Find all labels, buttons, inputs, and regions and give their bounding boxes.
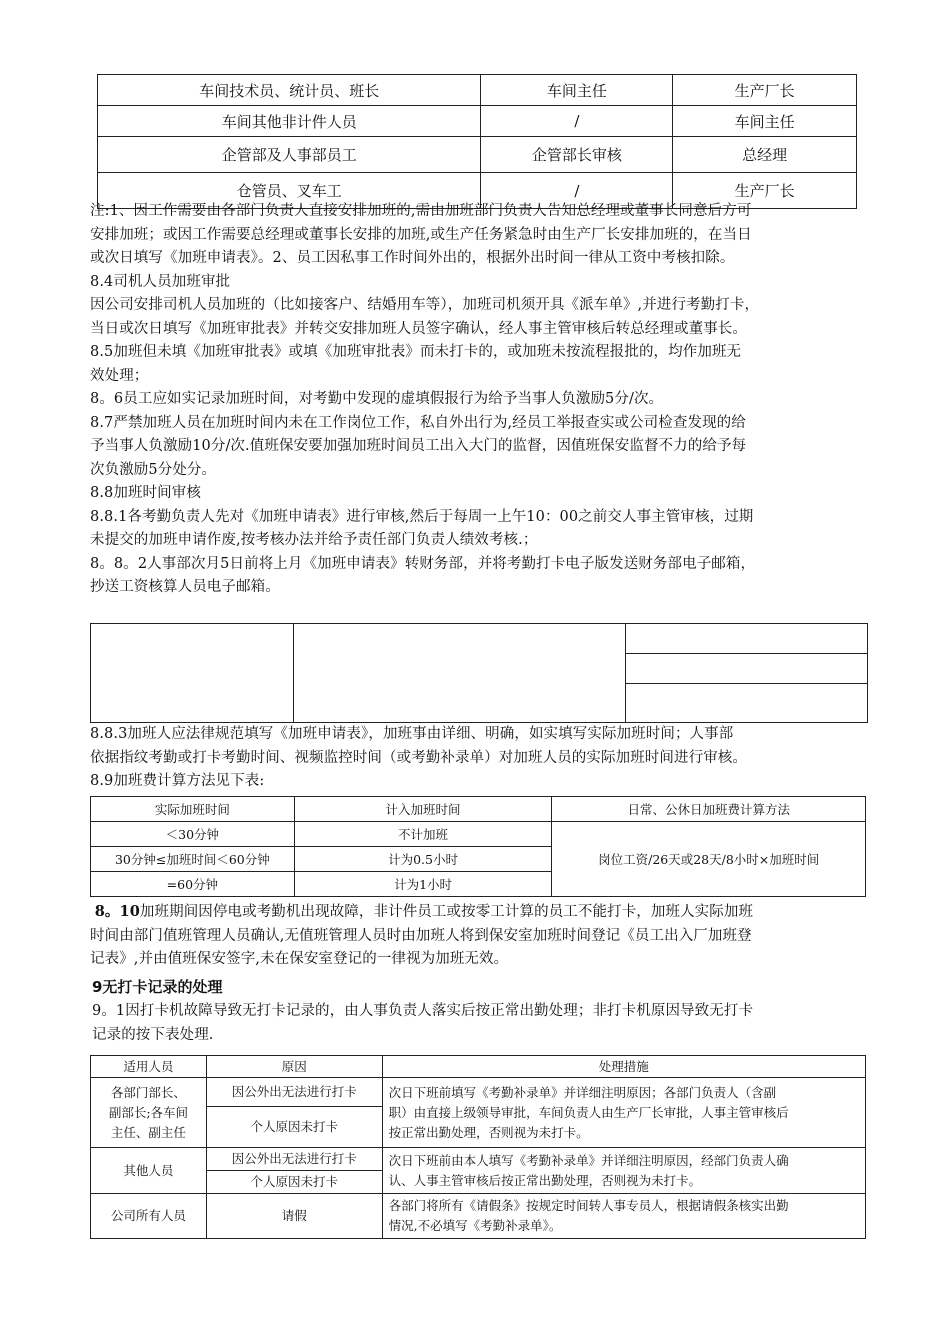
- reason-cell: 因公外出无法进行打卡: [206, 1148, 382, 1171]
- text-line: 安排加班；或因工作需要总经理或董事长安排的加班,或生产任务紧急时由生产厂长安排加班的，在当日: [90, 226, 752, 243]
- table-cell: /: [481, 173, 673, 209]
- text-line: 记录的按下表处理.: [92, 1026, 214, 1043]
- table-cell: 生产厂长: [673, 75, 857, 106]
- table-cell: 车间主任: [673, 106, 857, 137]
- reason-cell: 因公外出无法进行打卡: [206, 1078, 382, 1107]
- section-title-8-4: 8.4司机人员加班审批: [90, 273, 231, 290]
- cell-line: 认、人事主管审核后按正常出勤处理，否则视为未打卡。: [388, 1172, 702, 1188]
- column-header: 原因: [206, 1056, 382, 1078]
- column-header: 处理措施: [382, 1056, 865, 1078]
- text-line: 未提交的加班申请作废,按考核办法并给予责任部门负责人绩效考核.；: [90, 532, 538, 548]
- text-segment: 加班期间因停电或考勤机出现故障，非计件员工或按零工计算的员工不能打卡，加班人实际加班: [139, 904, 754, 920]
- text-line: 8.5加班但未填《加班审批表》或填《加班审批表》而未打卡的，或加班未按流程报批的，均作加班无: [90, 344, 742, 360]
- paragraph-9-1: [92, 1000, 872, 1047]
- column-header: 日常、公休日加班费计算方法: [552, 797, 866, 822]
- table-row: [91, 1194, 866, 1239]
- paragraph-8-8-3: [90, 723, 870, 794]
- table-divider: [293, 624, 294, 722]
- pay-method-cell: 岗位工资/26天或28天/8小时×加班时间: [552, 822, 866, 897]
- reason-cell: 请假: [206, 1194, 382, 1239]
- measure-cell: [382, 1078, 865, 1148]
- table-divider: [625, 624, 626, 722]
- text-line: 8.8.1各考勤负责人先对《加班申请表》进行审核,然后于每周一上午10：00之前交人事主管审核，过期: [90, 508, 754, 525]
- table-header-row: [91, 1056, 866, 1078]
- text-line: 效处理；: [90, 367, 149, 384]
- table-cell: 企管部长审核: [481, 137, 673, 173]
- overtime-pay-table: [90, 796, 866, 897]
- table-cell: 仓管员、叉车工: [98, 173, 481, 209]
- no-punch-record-table: [90, 1055, 866, 1239]
- text-line: 予当事人负激励10分/次.值班保安要加强加班时间员工出入大门的监督，因值班保安监督不力的给予每: [90, 438, 747, 454]
- text-line: 依据指纹考勤或打卡考勤时间、视频监控时间（或考勤补录单）对加班人员的实际加班时间进行审核。: [90, 749, 747, 766]
- cell-line: 情况,不必填写《考勤补录单》。: [388, 1218, 562, 1233]
- table-cell: 车间技术员、统计员、班长: [98, 75, 481, 106]
- reason-cell: 个人原因未打卡: [206, 1107, 382, 1148]
- person-cell: 其他人员: [91, 1148, 207, 1194]
- approval-table: [97, 74, 857, 209]
- table-header-row: [91, 797, 866, 822]
- text-line: 8。6员工应如实记录加班时间，对考勤中发现的虚填假报行为给予当事人负激励5分/次。: [90, 391, 664, 407]
- table-cell: 不计加班: [294, 822, 552, 847]
- cell-line: 副部长;各车间: [108, 1104, 189, 1120]
- person-cell: [91, 1078, 207, 1148]
- section-number: 8。10: [94, 903, 140, 920]
- text-line: 或次日填写《加班申请表》。2、员工因私事工作时间外出的，根据外出时间一律从工资中考核扣除。: [90, 250, 735, 266]
- text-line: 9。1因打卡机故障导致无打卡记录的，由人事负责人落实后按正常出勤处理；非打卡机原因导致无打卡: [92, 1003, 754, 1019]
- table-cell: 生产厂长: [673, 173, 857, 209]
- measure-cell: [382, 1148, 865, 1194]
- table-cell: 车间主任: [481, 75, 673, 106]
- table-row: [91, 822, 866, 847]
- table-row: [98, 137, 857, 173]
- note-paragraph: [90, 200, 870, 600]
- cell-line: 次日下班前由本人填写《考勤补录单》并详细注明原因，经部门负责人确: [388, 1152, 789, 1168]
- column-header: 计入加班时间: [294, 797, 552, 822]
- table-cell: 30分钟≤加班时间＜60分钟: [91, 847, 295, 872]
- text-line: 当日或次日填写《加班审批表》并转交安排加班人员签字确认，经人事主管审核后转总经理或董事长。: [90, 320, 747, 337]
- cell-line: 次日下班前填写《考勤补录单》并详细注明原因；各部门负责人（含副: [388, 1084, 777, 1100]
- cell-line: 职）由直接上级领导审批，车间负责人由生产厂长审批，人事主管审核后: [388, 1104, 789, 1120]
- cell-line: 主任、副主任: [110, 1124, 186, 1140]
- text-line: 8.7严禁加班人员在加班时间内未在工作岗位工作，私自外出行为,经员工举报查实或公司检查发现的给: [90, 414, 746, 431]
- table-cell: 车间其他非计件人员: [98, 106, 481, 137]
- text-line: 记表》,并由值班保安签字,未在保安室登记的一律视为加班无效。: [90, 951, 509, 967]
- paragraph-8-10: [90, 900, 870, 972]
- measure-cell: [382, 1194, 865, 1239]
- table-cell: 企管部及人事部员工: [98, 137, 481, 173]
- text-line: 8.9加班费计算方法见下表:: [90, 773, 265, 789]
- text-line: 时间由部门值班管理人员确认,无值班管理人员时由加班人将到保安室加班时间登记《员工出入厂加班登: [90, 927, 752, 944]
- table-divider: [625, 653, 867, 654]
- text-line: 因公司安排司机人员加班的（比如接客户、结婚用车等），加班司机须开具《派车单》,并进行考勤打卡，: [90, 297, 760, 313]
- column-header: 实际加班时间: [91, 797, 295, 822]
- table-row: [98, 106, 857, 137]
- text-line: 抄送工资核算人员电子邮箱。: [90, 579, 280, 595]
- person-cell: 公司所有人员: [91, 1194, 207, 1239]
- table-cell: /: [481, 106, 673, 137]
- cell-line: 各部门将所有《请假条》按规定时间转人事专员人，根据请假条核实出勤: [388, 1198, 789, 1213]
- section-title-8-8: 8.8加班时间审核: [90, 485, 201, 501]
- reason-cell: 个人原因未打卡: [206, 1171, 382, 1194]
- table-cell: ＜30分钟: [91, 822, 295, 847]
- table-divider: [625, 683, 867, 684]
- text-line: 注:1、因工作需要由各部门负责人直接安排加班的,需由加班部门负责人告知总经理或董事长同意后方可: [90, 203, 752, 219]
- table-row: [98, 75, 857, 106]
- cell-line: 按正常出勤处理，否则视为未打卡。: [388, 1124, 589, 1140]
- column-header: 适用人员: [91, 1056, 207, 1078]
- table-row: [91, 1078, 866, 1107]
- table-cell: 计为0.5小时: [294, 847, 552, 872]
- blank-form-table: [90, 623, 868, 723]
- table-cell: 总经理: [673, 137, 857, 173]
- text-line: 8.8.3加班人应法律规范填写《加班申请表》，加班事由详细、明确，如实填写实际加班时间；人事部: [90, 726, 734, 742]
- text-line: 8。8。2人事部次月5日前将上月《加班申请表》转财务部，并将考勤打卡电子版发送财务部电子邮箱，: [90, 555, 756, 572]
- table-cell: 计为1小时: [294, 872, 552, 897]
- section-heading-9: 9无打卡记录的处理: [92, 978, 223, 996]
- text-line: [90, 900, 870, 925]
- table-cell: =60分钟: [91, 872, 295, 897]
- table-row: [91, 1148, 866, 1171]
- text-line: 次负激励5分处分。: [90, 461, 217, 478]
- cell-line: 各部门部长、: [110, 1084, 186, 1100]
